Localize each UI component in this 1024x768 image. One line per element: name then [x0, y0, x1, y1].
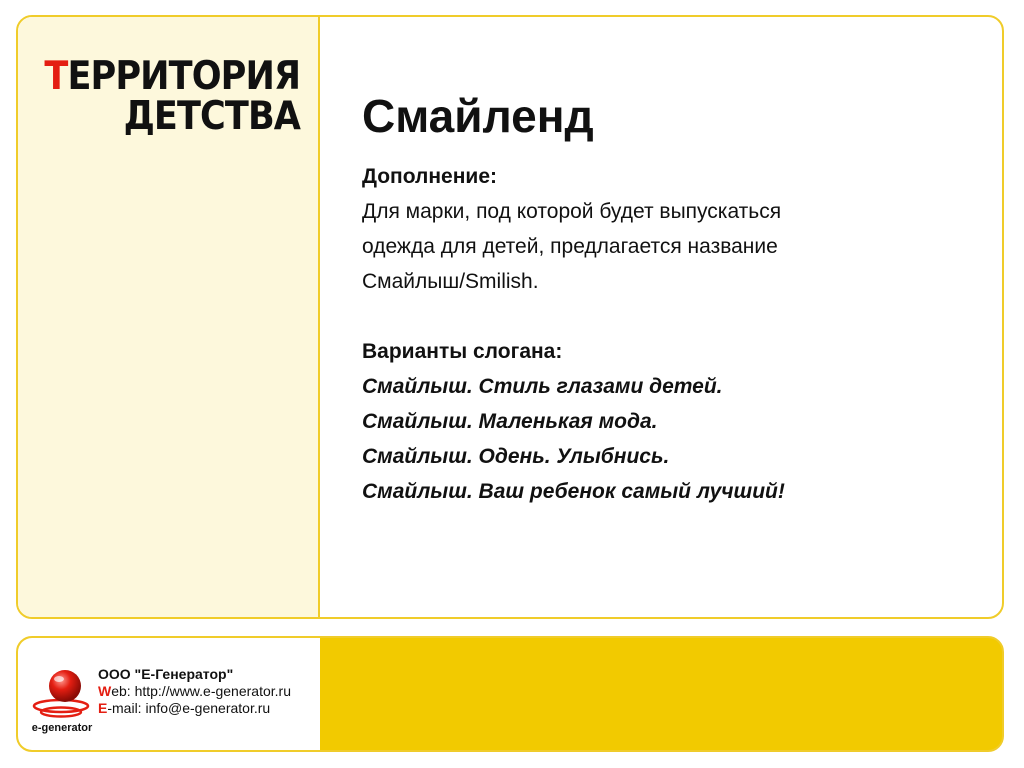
- logo-caption: e-generator: [31, 722, 93, 734]
- addition-line: Для марки, под которой будет выпускаться: [362, 200, 782, 223]
- logo-line-2: ДЕТСТВА: [123, 94, 300, 139]
- company-name: ООО "Е-Генератор": [98, 666, 234, 682]
- slogan-item: Смайлыш. Маленькая мода.: [362, 410, 658, 433]
- web-lead-letter: W: [98, 683, 112, 699]
- logo-line-1-rest: ЕРРИТОРИЯ: [67, 54, 300, 99]
- page-title: Смайленд: [362, 90, 594, 142]
- slogan-item: Смайлыш. Ваш ребенок самый лучший!: [362, 480, 785, 503]
- slogan-item: Смайлыш. Одень. Улыбнись.: [362, 445, 670, 468]
- logo-first-letter: Т: [44, 54, 68, 99]
- spacer: [362, 299, 785, 334]
- slogan-item: Смайлыш. Стиль глазами детей.: [362, 375, 723, 398]
- company-email: [98, 700, 291, 717]
- company-web: [98, 683, 291, 700]
- web-text: eb: http://www.e-generator.ru: [111, 683, 291, 699]
- slogans-heading: Варианты слогана:: [362, 340, 563, 363]
- email-lead-letter: E: [98, 700, 108, 716]
- e-generator-logo-icon: [28, 656, 98, 738]
- footer-frame: [16, 636, 1004, 752]
- territory-logo: [44, 54, 300, 139]
- addition-heading: Дополнение:: [362, 165, 498, 188]
- footer-info-panel: [18, 638, 320, 750]
- body-text: [362, 159, 785, 509]
- addition-line: одежда для детей, предлагается название: [362, 235, 778, 258]
- left-panel: [18, 17, 320, 617]
- main-frame: [16, 15, 1004, 619]
- addition-line: Смайлыш/Smilish.: [362, 270, 539, 293]
- company-info: [98, 666, 291, 717]
- logo-line-1: [44, 54, 300, 99]
- email-text: -mail: info@e-generator.ru: [107, 700, 271, 716]
